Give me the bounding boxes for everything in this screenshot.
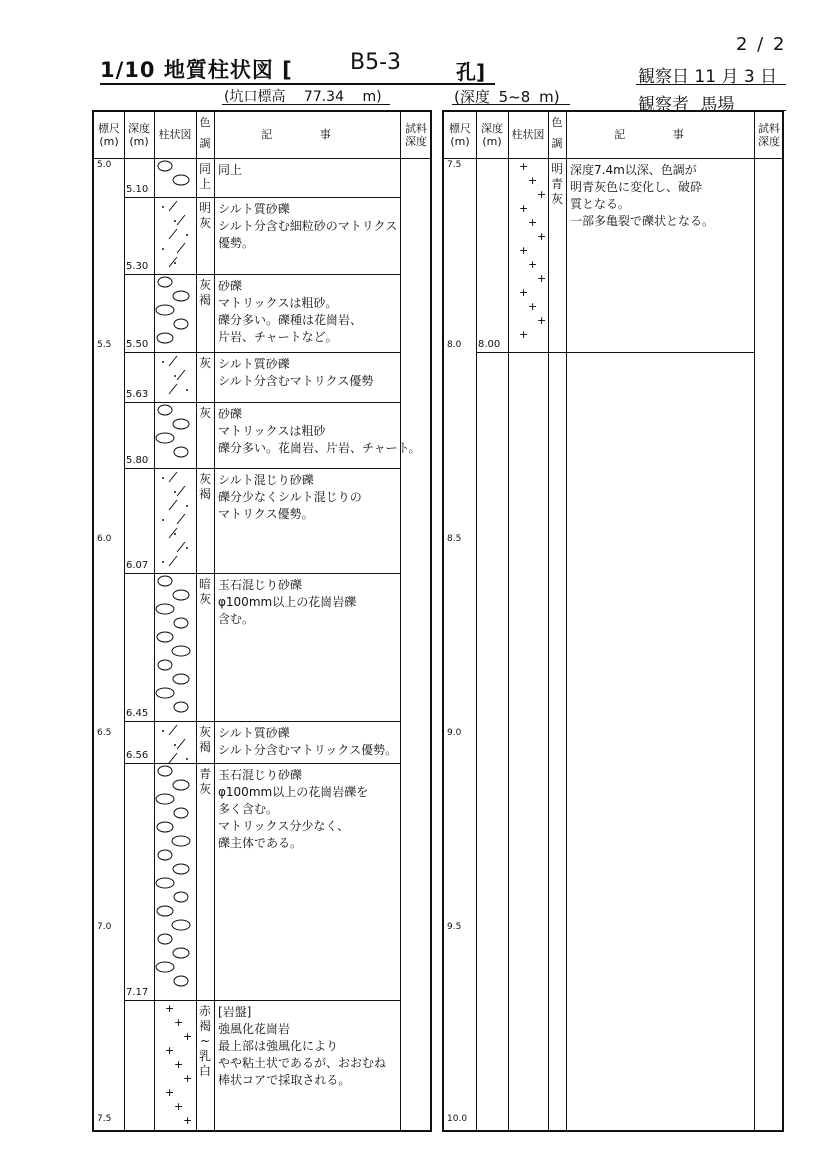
description-line: φ100mm以上の花崗岩礫 — [218, 595, 357, 610]
layer-color: 灰褐 — [198, 724, 211, 754]
observation-date: 観察日 11 月 3 日 — [638, 67, 778, 87]
header-color: 色 調 — [199, 116, 211, 150]
header-description: 記 事 — [614, 128, 706, 141]
svg-text:+: + — [528, 174, 538, 187]
collar-elevation-underline — [222, 104, 390, 105]
column-pattern — [155, 763, 195, 1000]
column-pattern — [155, 573, 195, 720]
depth-range-underline — [452, 104, 570, 105]
description-line: シルト質砂礫 — [218, 725, 290, 740]
description-line: やや粘土状であるが、おおむね — [218, 1055, 387, 1070]
description-line: シルト分含むマトリックス優勢。 — [218, 742, 398, 757]
layer-color: 明灰 — [198, 200, 211, 230]
description-line: シルト分含むマトリクス優勢 — [218, 374, 374, 388]
description-line: [岩盤] — [218, 1004, 252, 1019]
page-title — [100, 54, 293, 84]
scale-tick-label: 6.5 — [97, 728, 112, 738]
svg-text:+: + — [537, 314, 547, 327]
description-line: マトリックスは粗砂 — [218, 424, 326, 439]
title-prefix: 1/10 地質柱状図 [ — [100, 58, 293, 82]
header-elevation: 標尺 (m) — [449, 122, 471, 148]
description-line: 礫分多い。花崗岩、片岩、チャート。 — [218, 441, 421, 456]
svg-text:+: + — [528, 300, 538, 313]
svg-text:+: + — [183, 1071, 193, 1085]
description-line: 玉石混じり砂礫 — [218, 768, 303, 783]
svg-text:+: + — [519, 160, 529, 173]
column-pattern — [155, 158, 195, 197]
svg-text:+: + — [537, 230, 547, 243]
scale-tick-label: 7.0 — [97, 922, 112, 932]
layer-color: 赤褐~乳白 — [198, 1003, 211, 1078]
column-pattern — [155, 352, 195, 402]
svg-text:+: + — [528, 258, 538, 271]
scale-tick-label: 5.0 — [97, 160, 112, 170]
layer-depth: 5.80 — [126, 455, 149, 467]
scale-tick-label: 9.0 — [447, 728, 462, 738]
description-line: 礫分多い。礫種は花崗岩、 — [218, 313, 363, 328]
column-pattern — [155, 1000, 195, 1126]
svg-text:+: + — [165, 1085, 175, 1099]
description-line: 一部多亀裂で礫状となる。 — [570, 214, 715, 228]
column-pattern — [155, 721, 195, 764]
column-pattern — [155, 274, 195, 352]
description-line: 多く含む。 — [218, 802, 279, 817]
scale-tick-label: 5.5 — [97, 340, 112, 350]
description-line: 優勢。 — [218, 235, 255, 250]
svg-text:+: + — [528, 216, 538, 229]
title-underline — [100, 83, 495, 85]
header-description: 記 事 — [261, 128, 353, 141]
left-log-panel — [92, 110, 432, 1132]
description-line: マトリックスは粗砂。 — [218, 296, 338, 311]
description-line: 砂礫 — [218, 407, 243, 422]
description-line: 玉石混じり砂礫 — [218, 578, 303, 593]
description-line: 深度7.4m以深、色調が — [570, 163, 697, 177]
right-log-panel — [442, 110, 784, 1132]
observer-name: 馬場 — [700, 95, 735, 115]
layer-boundary — [476, 352, 754, 353]
description-line: 最上部は強風化により — [218, 1038, 339, 1053]
depth-range-label: (深度 — [454, 88, 490, 106]
scale-tick-label: 7.5 — [447, 160, 462, 170]
description-line: 含む。 — [218, 612, 255, 627]
collar-elevation-unit: m) — [362, 89, 382, 105]
scale-tick-label: 10.0 — [447, 1114, 468, 1124]
scale-tick-label: 6.0 — [97, 534, 112, 544]
scale-tick-label: 8.5 — [447, 534, 462, 544]
description-line: シルト質砂礫 — [218, 201, 290, 216]
header-column: 柱状図 — [511, 128, 545, 141]
column-pattern — [155, 197, 195, 275]
layer-color: 青灰 — [198, 767, 211, 797]
layer-depth: 6.45 — [126, 707, 149, 719]
description-line: マトリックス分少なく、 — [218, 819, 350, 834]
layer-depth: 6.56 — [126, 750, 149, 762]
header-column: 柱状図 — [158, 128, 192, 141]
observer-label: 観察者 — [638, 95, 689, 115]
column-pattern — [155, 468, 195, 573]
layer-depth: 5.63 — [126, 389, 149, 401]
right-log-body — [444, 158, 782, 1130]
hole-id: B5-3 — [350, 50, 402, 75]
description-line: 砂礫 — [218, 279, 243, 294]
collar-elevation-label: (坑口標高 — [224, 89, 286, 105]
description-line: 礫分少なくシルト混じりの — [218, 490, 362, 505]
title-suffix: 孔] — [456, 60, 486, 84]
layer-depth: 5.30 — [126, 261, 149, 273]
svg-text:+: + — [165, 1001, 175, 1015]
svg-text:+: + — [519, 202, 529, 215]
page-number: 2 / 2 — [736, 34, 787, 55]
layer-color: 明青灰 — [550, 162, 563, 206]
header-sample-depth: 試料 深度 — [405, 122, 427, 148]
layer-color: 同上 — [198, 162, 211, 191]
layer-depth: 5.50 — [126, 339, 149, 350]
svg-text:+: + — [174, 1015, 184, 1029]
depth-range-value: 5~8 — [498, 88, 531, 106]
svg-text:+: + — [174, 1057, 184, 1071]
depth-range-unit: m) — [539, 88, 560, 106]
description-line: φ100mm以上の花崗岩礫を — [218, 785, 369, 800]
svg-text:+: + — [519, 286, 529, 299]
header-color: 色 調 — [551, 116, 563, 150]
svg-text:+: + — [537, 272, 547, 285]
description-line: 明青灰色に変化し、破砕 — [570, 180, 703, 194]
description-line: 質となる。 — [570, 197, 631, 211]
description-line: 礫主体である。 — [218, 836, 303, 851]
observation-date-underline — [636, 84, 786, 85]
description-line: 棒状コアで採取される。 — [218, 1072, 351, 1087]
column-pattern — [509, 158, 547, 352]
description-line: 同上 — [218, 163, 243, 177]
description-line: シルト分含む細粒砂のマトリクス — [218, 218, 398, 233]
header-sample-depth: 試料 深度 — [758, 122, 780, 148]
description-line: 強風化花崗岩 — [218, 1021, 291, 1036]
svg-text:+: + — [174, 1099, 184, 1113]
description-line: マトリクス優勢。 — [218, 507, 314, 522]
layer-depth: 8.00 — [478, 339, 501, 350]
layer-depth: 7.17 — [126, 986, 149, 998]
collar-elevation — [224, 86, 382, 106]
layer-color: 灰 — [198, 406, 211, 421]
left-log-body — [94, 158, 430, 1130]
header-elevation: 標尺 (m) — [98, 122, 120, 148]
scale-tick-label: 7.5 — [97, 1114, 112, 1124]
description-line: シルト混じり砂礫 — [218, 473, 314, 488]
description-line: シルト質砂礫 — [218, 357, 290, 371]
svg-text:+: + — [537, 188, 547, 201]
layer-depth: 5.10 — [126, 183, 149, 195]
layer-depth: 6.07 — [126, 560, 149, 572]
column-pattern — [155, 402, 195, 468]
svg-text:+: + — [519, 244, 529, 257]
layer-color: 灰 — [198, 356, 211, 370]
scale-tick-label: 9.5 — [447, 922, 462, 932]
svg-text:+: + — [183, 1029, 193, 1043]
header-depth: 深度 (m) — [481, 122, 503, 148]
layer-color: 灰褐 — [198, 472, 211, 502]
layer-color: 暗灰 — [198, 577, 211, 607]
scale-tick-label: 8.0 — [447, 340, 462, 350]
collar-elevation-value: 77.34 — [303, 89, 345, 105]
layer-color: 灰褐 — [198, 278, 211, 308]
description-line: 片岩、チャートなど。 — [218, 330, 338, 345]
header-depth: 深度 (m) — [128, 122, 150, 148]
svg-text:+: + — [519, 328, 529, 341]
svg-text:+: + — [183, 1113, 193, 1126]
svg-text:+: + — [165, 1043, 175, 1057]
